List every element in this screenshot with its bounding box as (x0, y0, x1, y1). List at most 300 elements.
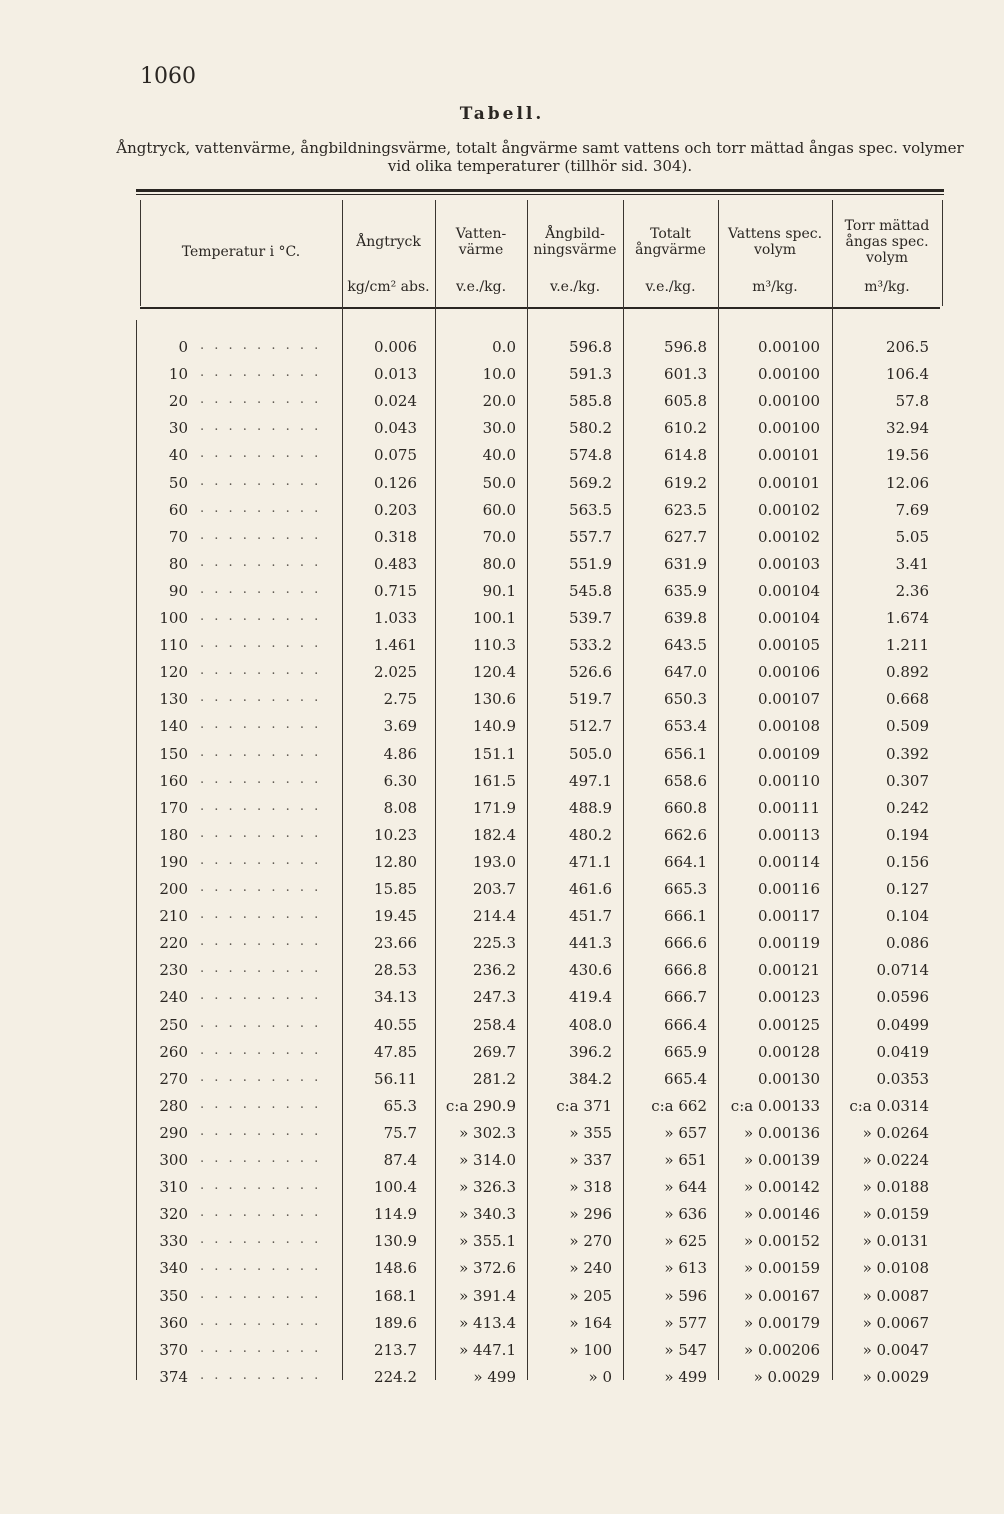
cell-steam-volume: 106.4 (886, 365, 929, 384)
cell-steam-volume: » 0.0087 (862, 1286, 929, 1305)
cell-evaporation-heat: 430.6 (569, 961, 612, 980)
cell-evaporation-heat: » 318 (569, 1178, 612, 1197)
cell-steam-volume: 0.392 (886, 744, 929, 763)
cell-water-heat: » 447.1 (459, 1340, 516, 1359)
cell-water-heat: 269.7 (473, 1042, 516, 1061)
cell-total-heat: 601.3 (664, 365, 707, 384)
cell-pressure: 10.23 (374, 825, 417, 844)
table-row (0, 1287, 1004, 1314)
cell-water-volume: 0.00100 (757, 392, 820, 411)
cell-total-heat: 619.2 (664, 473, 707, 492)
cell-water-volume: » 0.00179 (744, 1313, 820, 1332)
cell-water-volume: c:a 0.00133 (730, 1096, 820, 1115)
cell-total-heat: 666.1 (664, 907, 707, 926)
leader-dots: . . . . . . . . . (200, 581, 322, 597)
cell-steam-volume: 0.104 (886, 907, 929, 926)
cell-pressure: 0.006 (374, 338, 417, 356)
cell-evaporation-heat: 519.7 (569, 690, 612, 709)
table-row (0, 446, 1004, 473)
cell-temperature: 170 (159, 798, 188, 817)
leader-dots: . . . . . . . . . (200, 744, 322, 760)
cell-water-volume: 0.00100 (757, 365, 820, 384)
cell-total-heat: 639.8 (664, 609, 707, 627)
cell-water-heat: 60.0 (482, 500, 516, 519)
cell-temperature: 220 (159, 934, 188, 953)
table-row (0, 582, 1004, 609)
cell-total-heat: 660.8 (664, 798, 707, 817)
cell-steam-volume: » 0.0224 (862, 1151, 929, 1169)
cell-total-heat: 605.8 (664, 392, 707, 411)
cell-pressure: 19.45 (374, 907, 417, 926)
cell-total-heat: 643.5 (664, 636, 707, 655)
table-row (0, 745, 1004, 772)
cell-steam-volume: 57.8 (895, 392, 929, 411)
cell-pressure: 114.9 (374, 1205, 417, 1224)
cell-pressure: 0.075 (374, 446, 417, 465)
table-row (0, 609, 1004, 636)
cell-evaporation-heat: » 100 (569, 1340, 612, 1359)
cell-steam-volume: 0.0419 (876, 1042, 929, 1061)
cell-water-heat: 130.6 (473, 690, 516, 709)
cell-evaporation-heat: c:a 371 (556, 1096, 612, 1115)
cell-water-volume: » 0.00136 (744, 1123, 820, 1142)
table-row (0, 799, 1004, 826)
unit-evaporation-heat: v.e./kg. (549, 279, 601, 295)
cell-steam-volume: » 0.0188 (862, 1178, 929, 1197)
header-total-heat: Totalt ångvärme (635, 226, 706, 258)
cell-total-heat: 666.8 (664, 961, 707, 980)
cell-temperature: 300 (159, 1151, 188, 1169)
cell-water-volume: 0.00105 (757, 636, 820, 655)
cell-steam-volume: 0.668 (886, 690, 929, 709)
table-caption: Ångtryck, vattenvärme, ångbildningsvärme, totalt ångvärme samt vattens och torr mättad ångas spec. volymer vid olika temperaturer (tillhör sid. 304). (116, 139, 964, 175)
cell-steam-volume: 206.5 (886, 338, 929, 356)
cell-evaporation-heat: 551.9 (569, 554, 612, 573)
table-row (0, 1205, 1004, 1232)
cell-water-heat: 247.3 (473, 988, 516, 1007)
cell-steam-volume: 0.194 (886, 825, 929, 844)
table-row (0, 636, 1004, 663)
cell-water-heat: » 355.1 (459, 1232, 516, 1251)
header-temperature: Temperatur i °C. (181, 244, 301, 260)
cell-steam-volume: 0.0596 (876, 988, 929, 1007)
cell-water-heat: » 302.3 (459, 1123, 516, 1142)
leader-dots: . . . . . . . . . (200, 1178, 322, 1194)
cell-temperature: 180 (159, 825, 188, 844)
cell-total-heat: 665.4 (664, 1069, 707, 1088)
cell-temperature: 270 (159, 1069, 188, 1088)
cell-total-heat: 623.5 (664, 500, 707, 519)
cell-water-heat: 20.0 (482, 392, 516, 411)
table-row (0, 1043, 1004, 1070)
cell-temperature: 190 (159, 852, 188, 871)
table-row (0, 365, 1004, 392)
cell-total-heat: 610.2 (664, 419, 707, 438)
table-row (0, 1151, 1004, 1178)
cell-evaporation-heat: 580.2 (569, 419, 612, 438)
cell-pressure: 2.025 (374, 663, 417, 682)
table-row (0, 717, 1004, 744)
table-row (0, 555, 1004, 582)
cell-water-volume: 0.00123 (757, 988, 820, 1007)
cell-total-heat: » 644 (664, 1178, 707, 1197)
cell-steam-volume: » 0.0047 (862, 1340, 929, 1359)
table-row (0, 528, 1004, 555)
leader-dots: . . . . . . . . . (200, 907, 322, 923)
cell-evaporation-heat: » 240 (569, 1259, 612, 1278)
cell-pressure: 34.13 (374, 988, 417, 1007)
cell-total-heat: 665.9 (664, 1042, 707, 1061)
table-row (0, 772, 1004, 799)
leader-dots: . . . . . . . . . (200, 419, 322, 435)
cell-temperature: 310 (159, 1178, 188, 1197)
cell-steam-volume: 0.509 (886, 717, 929, 736)
cell-total-heat: 631.9 (664, 554, 707, 573)
cell-total-heat: 650.3 (664, 690, 707, 709)
cell-water-heat: 225.3 (473, 934, 516, 953)
cell-temperature: 60 (168, 500, 188, 519)
cell-total-heat: 662.6 (664, 825, 707, 844)
cell-pressure: 4.86 (383, 744, 417, 763)
cell-steam-volume: 0.0353 (876, 1069, 929, 1088)
cell-water-heat: » 499 (473, 1367, 516, 1386)
leader-dots: . . . . . . . . . (200, 852, 322, 868)
cell-water-volume: 0.00111 (757, 798, 820, 817)
cell-water-volume: » 0.00159 (744, 1259, 820, 1278)
unit-steam-volume: m³/kg. (864, 279, 910, 295)
cell-steam-volume: » 0.0029 (862, 1367, 929, 1386)
cell-water-volume: 0.00107 (757, 690, 820, 709)
leader-dots: . . . . . . . . . (200, 365, 322, 381)
cell-evaporation-heat: 591.3 (569, 365, 612, 384)
column-divider (942, 200, 943, 306)
cell-evaporation-heat: » 164 (569, 1313, 612, 1332)
cell-pressure: 0.013 (374, 365, 417, 384)
cell-steam-volume: 7.69 (895, 500, 929, 519)
cell-pressure: 224.2 (374, 1367, 417, 1386)
leader-dots: . . . . . . . . . (200, 1340, 322, 1356)
cell-temperature: 330 (159, 1232, 188, 1251)
cell-water-heat: » 314.0 (459, 1151, 516, 1169)
leader-dots: . . . . . . . . . (200, 1069, 322, 1085)
leader-dots: . . . . . . . . . (200, 636, 322, 652)
cell-water-heat: 258.4 (473, 1015, 516, 1034)
table-row (0, 1368, 1004, 1395)
cell-water-heat: » 372.6 (459, 1259, 516, 1278)
table-row (0, 826, 1004, 853)
cell-temperature: 80 (168, 554, 188, 573)
cell-steam-volume: 1.674 (886, 609, 929, 627)
table-row (0, 853, 1004, 880)
page-number: 1060 (140, 64, 196, 89)
cell-pressure: 40.55 (374, 1015, 417, 1034)
cell-steam-volume: 0.0714 (876, 961, 929, 980)
cell-pressure: 213.7 (374, 1340, 417, 1359)
cell-total-heat: 647.0 (664, 663, 707, 682)
cell-temperature: 10 (168, 365, 188, 384)
cell-total-heat: 627.7 (664, 527, 707, 546)
table-row (0, 1016, 1004, 1043)
header-evaporation-heat: Ångbild- ningsvärme (533, 226, 617, 258)
leader-dots: . . . . . . . . . (200, 338, 322, 353)
table-row (0, 419, 1004, 446)
cell-water-volume: 0.00103 (757, 554, 820, 573)
leader-dots: . . . . . . . . . (200, 1313, 322, 1329)
cell-pressure: 168.1 (374, 1286, 417, 1305)
cell-steam-volume: 19.56 (886, 446, 929, 465)
cell-pressure: 0.043 (374, 419, 417, 438)
cell-total-heat: c:a 662 (651, 1096, 707, 1115)
leader-dots: . . . . . . . . . (200, 1286, 322, 1302)
leader-dots: . . . . . . . . . (200, 934, 322, 950)
cell-water-volume: 0.00128 (757, 1042, 820, 1061)
cell-total-heat: 666.4 (664, 1015, 707, 1034)
leader-dots: . . . . . . . . . (200, 961, 322, 977)
cell-evaporation-heat: » 205 (569, 1286, 612, 1305)
cell-evaporation-heat: 419.4 (569, 988, 612, 1007)
cell-steam-volume: 5.05 (895, 527, 929, 546)
cell-pressure: 0.126 (374, 473, 417, 492)
cell-pressure: 130.9 (374, 1232, 417, 1251)
cell-steam-volume: 0.156 (886, 852, 929, 871)
table-title: Tabell. (459, 104, 545, 124)
cell-evaporation-heat: 497.1 (569, 771, 612, 790)
cell-temperature: 240 (159, 988, 188, 1007)
table-row (0, 907, 1004, 934)
cell-water-volume: 0.00101 (757, 446, 820, 465)
cell-total-heat: » 651 (664, 1151, 707, 1169)
leader-dots: . . . . . . . . . (200, 1151, 322, 1166)
cell-evaporation-heat: 396.2 (569, 1042, 612, 1061)
cell-total-heat: 666.7 (664, 988, 707, 1007)
cell-pressure: 56.11 (374, 1069, 417, 1088)
cell-pressure: 0.715 (374, 581, 417, 600)
cell-evaporation-heat: 526.6 (569, 663, 612, 682)
cell-steam-volume: 0.127 (886, 880, 929, 898)
cell-water-heat: 182.4 (473, 825, 516, 844)
cell-water-volume: 0.00100 (757, 338, 820, 356)
cell-steam-volume: 0.307 (886, 771, 929, 790)
leader-dots: . . . . . . . . . (200, 1259, 322, 1275)
cell-pressure: 65.3 (383, 1096, 417, 1115)
cell-total-heat: » 636 (664, 1205, 707, 1224)
cell-water-volume: 0.00102 (757, 500, 820, 519)
table-row (0, 1259, 1004, 1286)
cell-temperature: 40 (168, 446, 188, 465)
top-rule-thin (136, 194, 944, 195)
cell-evaporation-heat: 563.5 (569, 500, 612, 519)
cell-evaporation-heat: 539.7 (569, 609, 612, 627)
cell-water-volume: 0.00117 (757, 907, 820, 926)
cell-water-heat: 203.7 (473, 880, 516, 898)
cell-temperature: 90 (168, 581, 188, 600)
leader-dots: . . . . . . . . . (200, 609, 322, 624)
leader-dots: . . . . . . . . . (200, 663, 322, 679)
leader-dots: . . . . . . . . . (200, 500, 322, 516)
cell-steam-volume: 3.41 (895, 554, 929, 573)
cell-pressure: 1.033 (374, 609, 417, 627)
cell-pressure: 28.53 (374, 961, 417, 980)
cell-pressure: 3.69 (383, 717, 417, 736)
leader-dots: . . . . . . . . . (200, 473, 322, 489)
header-rule (140, 307, 940, 309)
cell-water-heat: » 340.3 (459, 1205, 516, 1224)
cell-water-heat: 0.0 (492, 338, 516, 356)
cell-pressure: 23.66 (374, 934, 417, 953)
cell-water-heat: 40.0 (482, 446, 516, 465)
cell-temperature: 340 (159, 1259, 188, 1278)
cell-steam-volume: » 0.0067 (862, 1313, 929, 1332)
cell-pressure: 0.318 (374, 527, 417, 546)
cell-steam-volume: » 0.0108 (862, 1259, 929, 1278)
cell-water-volume: » 0.0029 (753, 1367, 820, 1386)
table-row (0, 474, 1004, 501)
cell-steam-volume: 32.94 (886, 419, 929, 438)
cell-water-heat: » 391.4 (459, 1286, 516, 1305)
cell-steam-volume: c:a 0.0314 (849, 1096, 929, 1115)
cell-pressure: 0.203 (374, 500, 417, 519)
cell-water-volume: 0.00100 (757, 419, 820, 438)
table-row (0, 338, 1004, 365)
cell-evaporation-heat: 557.7 (569, 527, 612, 546)
table-row (0, 392, 1004, 419)
unit-water-volume: m³/kg. (752, 279, 798, 295)
leader-dots: . . . . . . . . . (200, 1367, 322, 1383)
cell-evaporation-heat: » 0 (588, 1367, 612, 1386)
cell-evaporation-heat: 569.2 (569, 473, 612, 492)
cell-water-volume: » 0.00146 (744, 1205, 820, 1224)
cell-water-volume: 0.00113 (757, 825, 820, 844)
cell-water-volume: 0.00104 (757, 609, 820, 627)
cell-water-heat: 236.2 (473, 961, 516, 980)
unit-water-heat: v.e./kg. (455, 279, 507, 295)
cell-water-volume: » 0.00206 (744, 1340, 820, 1359)
table-row (0, 934, 1004, 961)
leader-dots: . . . . . . . . . (200, 527, 322, 543)
cell-water-heat: 70.0 (482, 527, 516, 546)
header-water-heat: Vatten- värme (455, 226, 507, 258)
cell-temperature: 20 (168, 392, 188, 411)
leader-dots: . . . . . . . . . (200, 717, 322, 733)
cell-pressure: 12.80 (374, 852, 417, 871)
cell-water-volume: 0.00116 (757, 880, 820, 898)
cell-water-heat: 214.4 (473, 907, 516, 926)
cell-total-heat: » 596 (664, 1286, 707, 1305)
cell-evaporation-heat: 488.9 (569, 798, 612, 817)
cell-water-volume: 0.00121 (757, 961, 820, 980)
cell-total-heat: » 613 (664, 1259, 707, 1278)
leader-dots: . . . . . . . . . (200, 690, 322, 706)
leader-dots: . . . . . . . . . (200, 1042, 322, 1058)
cell-temperature: 130 (159, 690, 188, 709)
cell-temperature: 360 (159, 1313, 188, 1332)
cell-total-heat: 653.4 (664, 717, 707, 736)
cell-water-volume: 0.00106 (757, 663, 820, 682)
cell-steam-volume: » 0.0159 (862, 1205, 929, 1224)
cell-evaporation-heat: 408.0 (569, 1015, 612, 1034)
cell-water-volume: » 0.00152 (744, 1232, 820, 1251)
cell-water-volume: » 0.00142 (744, 1178, 820, 1197)
table-row (0, 1124, 1004, 1151)
cell-temperature: 280 (159, 1096, 188, 1115)
header-steam-volume: Torr mättad ångas spec. volym (844, 218, 930, 266)
leader-dots: . . . . . . . . . (200, 1232, 322, 1248)
cell-water-volume: » 0.00139 (744, 1151, 820, 1169)
cell-temperature: 120 (159, 663, 188, 682)
cell-total-heat: 664.1 (664, 852, 707, 871)
cell-temperature: 250 (159, 1015, 188, 1034)
cell-evaporation-heat: 461.6 (569, 880, 612, 898)
cell-water-heat: 193.0 (473, 852, 516, 871)
leader-dots: . . . . . . . . . (200, 798, 322, 814)
leader-dots: . . . . . . . . . (200, 825, 322, 841)
cell-steam-volume: 0.086 (886, 934, 929, 953)
top-rule-thick (136, 189, 944, 192)
cell-evaporation-heat: 505.0 (569, 744, 612, 763)
cell-water-heat: 171.9 (473, 798, 516, 817)
leader-dots: . . . . . . . . . (200, 771, 322, 787)
cell-evaporation-heat: 471.1 (569, 852, 612, 871)
table-row (0, 1314, 1004, 1341)
cell-temperature: 230 (159, 961, 188, 980)
cell-temperature: 210 (159, 907, 188, 926)
cell-evaporation-heat: 512.7 (569, 717, 612, 736)
cell-total-heat: 656.1 (664, 744, 707, 763)
cell-water-heat: 161.5 (473, 771, 516, 790)
cell-evaporation-heat: » 355 (569, 1123, 612, 1142)
cell-evaporation-heat: 480.2 (569, 825, 612, 844)
cell-water-heat: 120.4 (473, 663, 516, 682)
cell-water-heat: 281.2 (473, 1069, 516, 1088)
cell-temperature: 0 (178, 338, 188, 356)
cell-water-heat: » 413.4 (459, 1313, 516, 1332)
cell-total-heat: 635.9 (664, 581, 707, 600)
cell-steam-volume: 0.892 (886, 663, 929, 682)
cell-pressure: 75.7 (383, 1123, 417, 1142)
cell-steam-volume: » 0.0131 (862, 1232, 929, 1251)
cell-water-heat: 10.0 (482, 365, 516, 384)
cell-evaporation-heat: 596.8 (569, 338, 612, 356)
cell-temperature: 50 (168, 473, 188, 492)
cell-temperature: 110 (159, 636, 188, 655)
cell-steam-volume: 2.36 (895, 581, 929, 600)
cell-water-volume: 0.00114 (757, 852, 820, 871)
cell-total-heat: » 625 (664, 1232, 707, 1251)
cell-water-heat: 100.1 (473, 609, 516, 627)
cell-total-heat: » 547 (664, 1340, 707, 1359)
table-row (0, 690, 1004, 717)
cell-evaporation-heat: 384.2 (569, 1069, 612, 1088)
cell-temperature: 374 (159, 1367, 188, 1386)
cell-steam-volume: 0.242 (886, 798, 929, 817)
cell-temperature: 70 (168, 527, 188, 546)
cell-total-heat: » 499 (664, 1367, 707, 1386)
cell-pressure: 47.85 (374, 1042, 417, 1061)
cell-evaporation-heat: » 296 (569, 1205, 612, 1224)
cell-evaporation-heat: » 337 (569, 1151, 612, 1169)
cell-temperature: 100 (159, 609, 188, 627)
cell-water-volume: 0.00109 (757, 744, 820, 763)
leader-dots: . . . . . . . . . (200, 1015, 322, 1031)
cell-water-volume: 0.00108 (757, 717, 820, 736)
header-pressure: Ångtryck (356, 234, 421, 250)
cell-water-volume: 0.00110 (757, 771, 820, 790)
cell-temperature: 320 (159, 1205, 188, 1224)
leader-dots: . . . . . . . . . (200, 1205, 322, 1221)
cell-pressure: 1.461 (374, 636, 417, 655)
cell-pressure: 15.85 (374, 880, 417, 898)
table-row (0, 988, 1004, 1015)
